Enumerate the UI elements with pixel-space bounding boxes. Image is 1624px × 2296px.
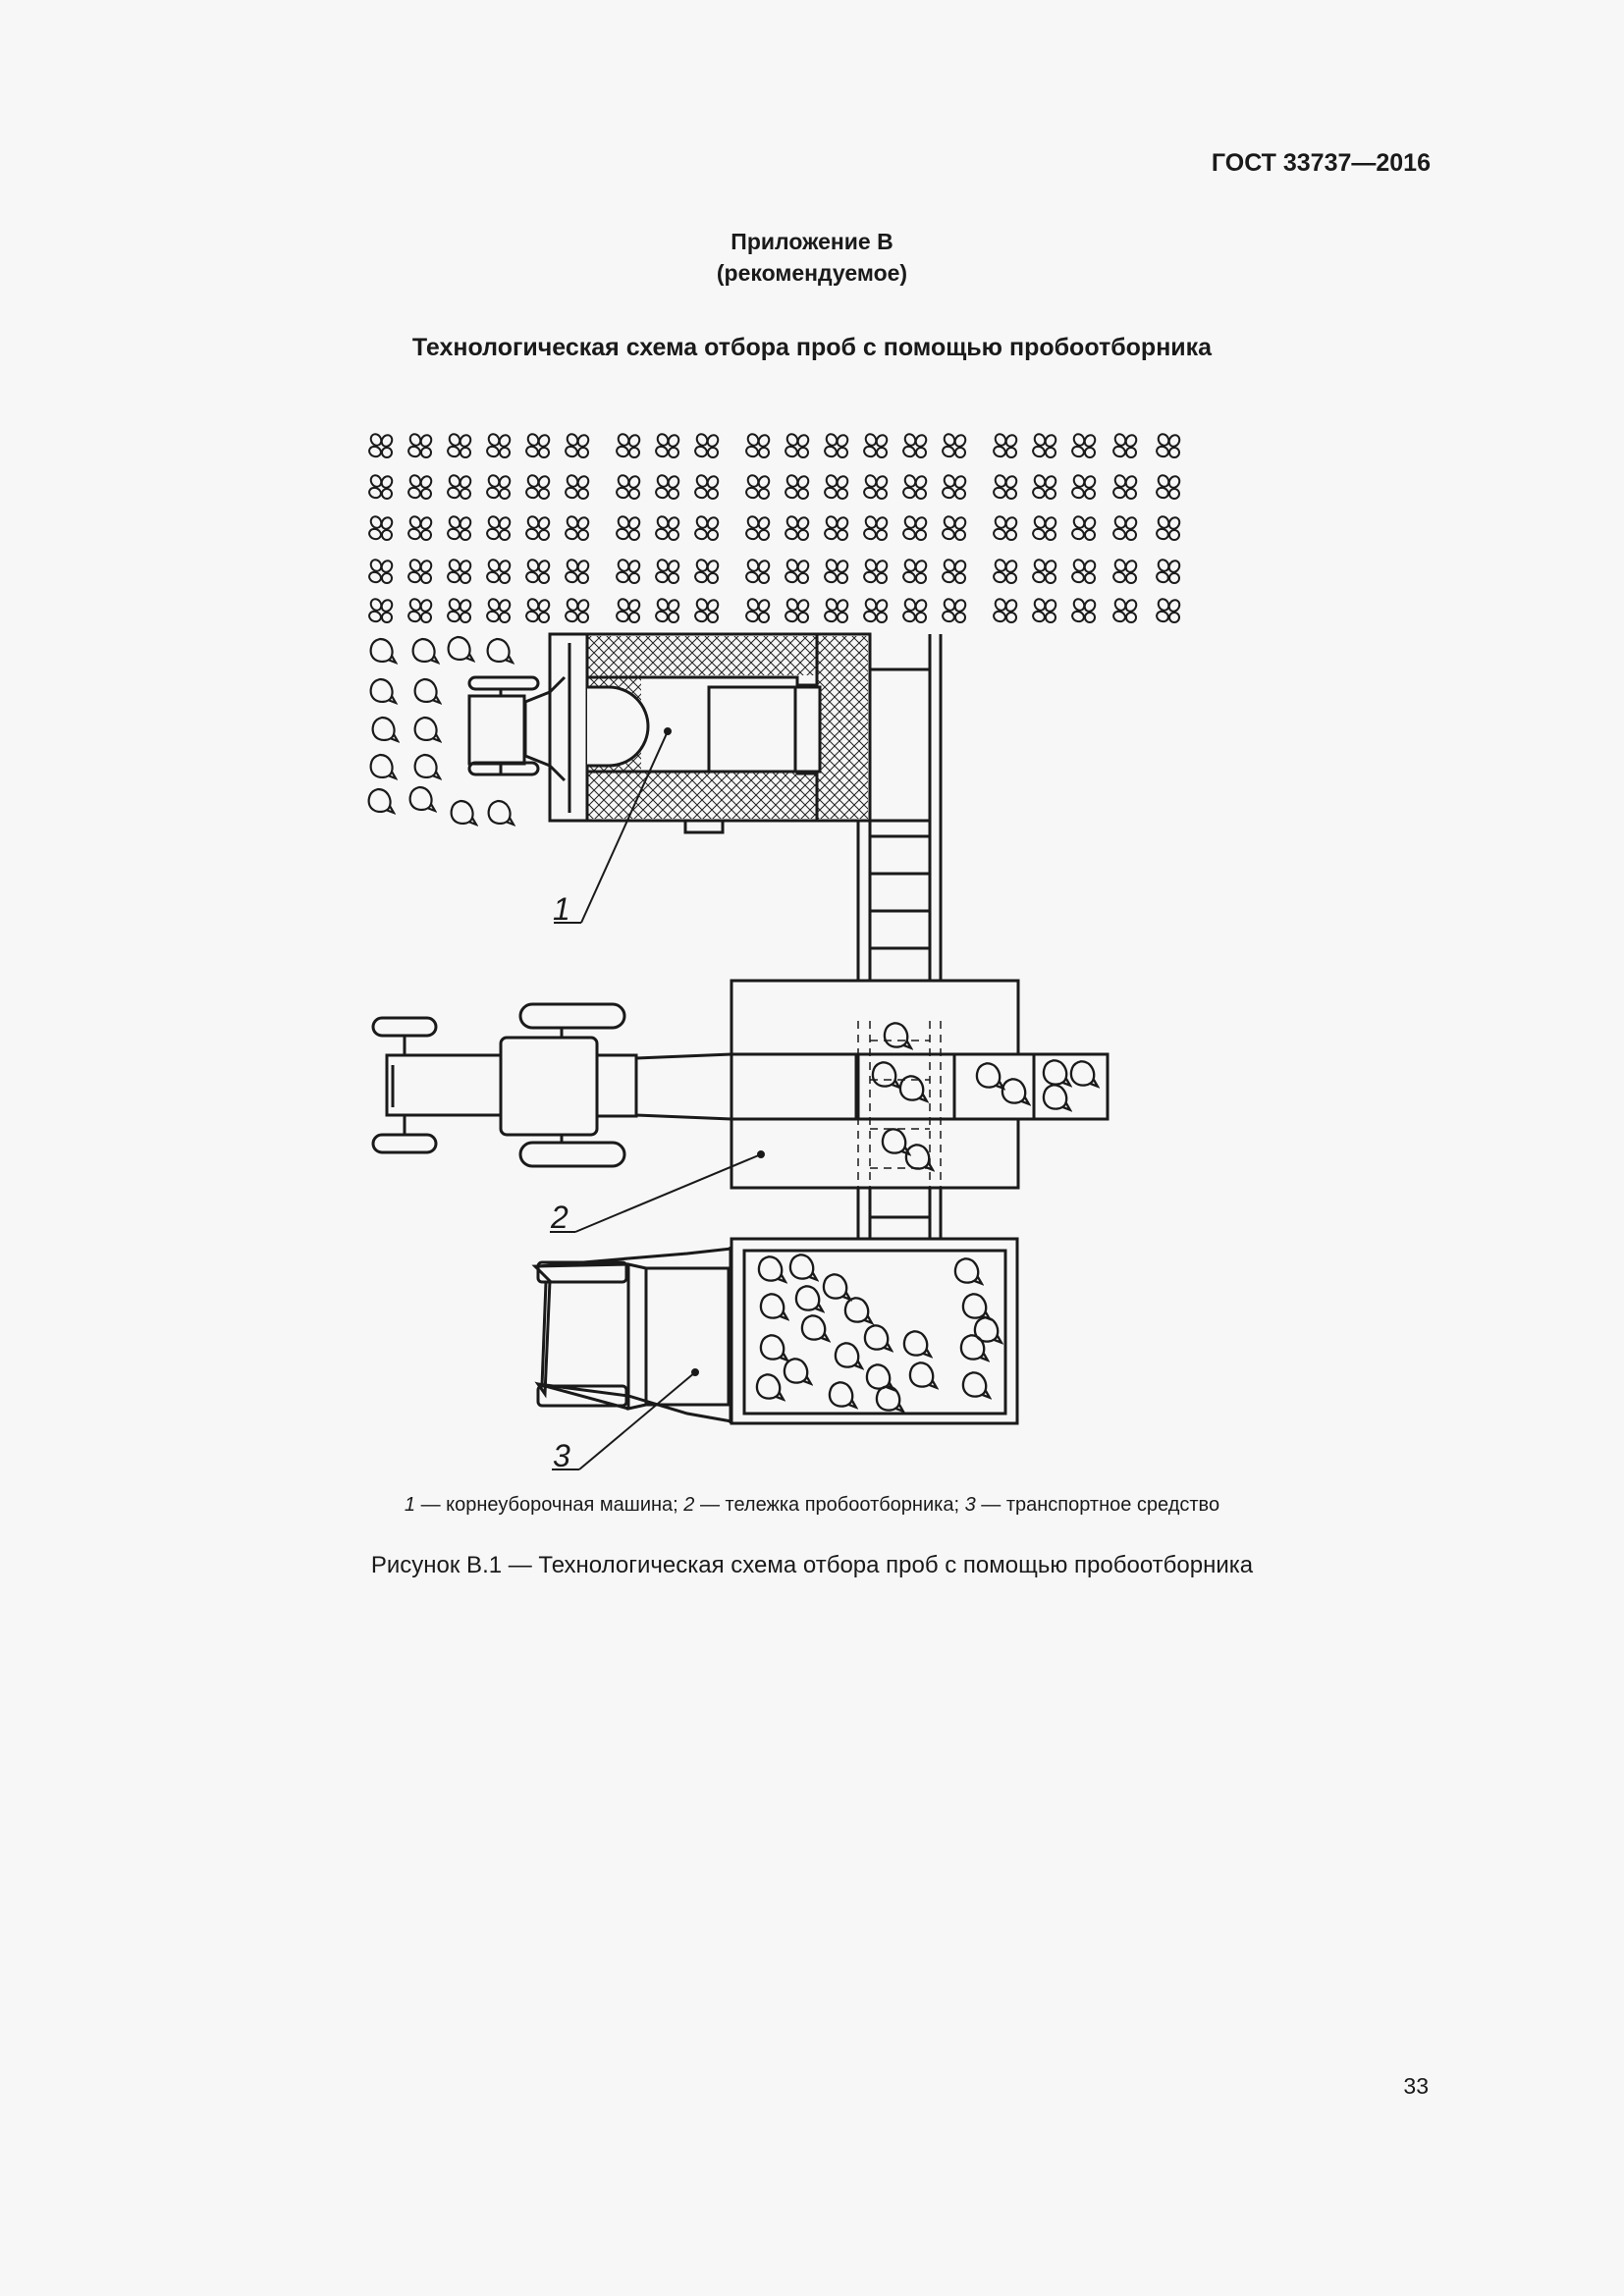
legend-text-3: — транспортное средство [975,1494,1220,1516]
sampler-cart [597,981,1108,1188]
harvester-machine [469,634,941,832]
page-number: 33 [1403,2073,1429,2099]
callout-1: 1 [553,891,570,927]
legend-num-1: 1 [404,1494,416,1516]
callout-3: 3 [553,1438,570,1473]
legend-num-3: 3 [964,1494,976,1516]
section-title: Технологическая схема отбора проб с помощью пробоотборника [411,334,1213,361]
appendix-status: (рекомендуемое) [716,260,908,286]
legend-text-1: — корнеуборочная машина; [415,1494,684,1516]
figure-legend [0,1494,1624,1517]
tractor [373,1004,624,1166]
callout-2: 2 [551,1200,568,1235]
legend-text-2: — тележка пробоотборника; [694,1494,965,1516]
appendix-label: Приложение В [731,229,893,254]
field-plants [368,432,1182,622]
standard-code: ГОСТ 33737—2016 [1211,149,1431,177]
figure-caption: Рисунок В.1 — Технологическая схема отбора проб с помощью пробоотборника [370,1552,1254,1578]
legend-num-2: 2 [683,1494,695,1516]
